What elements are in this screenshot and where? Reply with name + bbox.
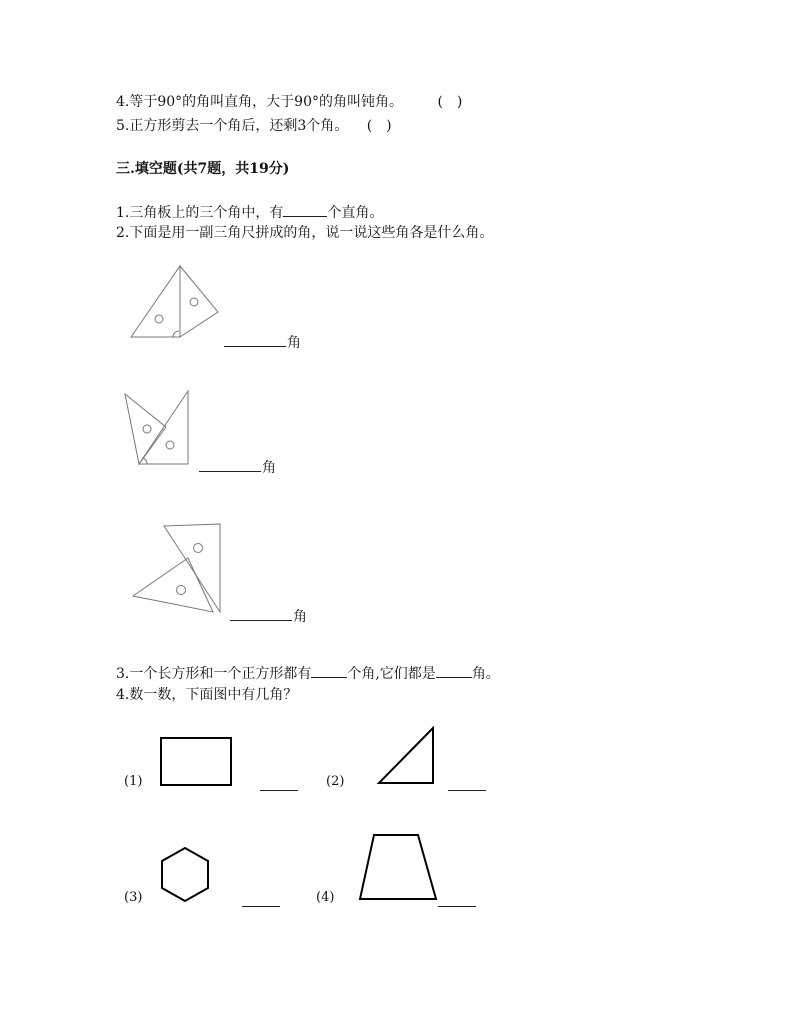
figure-3-blank[interactable] — [230, 607, 292, 621]
judge-item-4 — [116, 93, 462, 111]
question-1 — [116, 203, 383, 222]
question-1-blank[interactable] — [283, 203, 327, 217]
judge-item-4-text: 4.等于90°的角叫直角，大于90°的角叫钝角。 — [116, 94, 403, 110]
triangle-set-figure-2 — [120, 389, 195, 467]
judge-item-5-text: 5.正方形剪去一个角后，还剩3个角。 — [116, 118, 349, 134]
question-3-blank-1[interactable] — [311, 664, 347, 678]
question-4: 4.数一数，下面图中有几角？ — [116, 687, 298, 703]
judge-item-4-paren[interactable]: ( ) — [437, 94, 463, 110]
q4-item-3-label: (3) — [124, 890, 143, 905]
right-triangle-shape — [375, 725, 437, 787]
trapezoid-shape — [356, 831, 440, 903]
question-3 — [116, 664, 500, 683]
figure-2-suffix: 角 — [262, 460, 276, 476]
figure-1-suffix: 角 — [287, 335, 301, 351]
figure-2-blank[interactable] — [199, 458, 261, 472]
question-1-text-before: 1.三角板上的三个角中，有 — [116, 205, 284, 221]
question-3-text-after: 角。 — [471, 666, 500, 682]
q4-item-1-label: (1) — [124, 774, 143, 789]
judge-item-5-paren[interactable]: ( ) — [366, 118, 392, 134]
hexagon-shape — [158, 845, 212, 905]
triangle-set-figure-3 — [128, 518, 228, 618]
section-title: 三.填空题(共7题，共19分) — [116, 161, 290, 177]
q4-item-1-blank[interactable] — [260, 789, 298, 791]
q4-item-2-blank[interactable] — [448, 789, 486, 791]
q4-item-2-label: (2) — [326, 774, 345, 789]
q4-item-4-label: (4) — [316, 890, 335, 905]
question-1-text-after: 个直角。 — [327, 205, 384, 221]
q4-item-4-blank[interactable] — [438, 905, 476, 907]
question-2: 2.下面是用一副三角尺拼成的角，说一说这些角各是什么角。 — [116, 225, 494, 241]
triangle-set-figure-1 — [126, 262, 226, 342]
question-3-text-middle: 个角,它们都是 — [347, 666, 436, 682]
figure-3-answer — [230, 607, 307, 626]
rectangle-shape — [158, 736, 234, 788]
question-3-blank-2[interactable] — [436, 664, 472, 678]
figure-1-answer — [224, 333, 301, 352]
question-3-text-before: 3.一个长方形和一个正方形都有 — [116, 666, 312, 682]
figure-3-suffix: 角 — [293, 609, 307, 625]
figure-1-blank[interactable] — [224, 333, 286, 347]
q4-item-3-blank[interactable] — [242, 905, 280, 907]
judge-item-5 — [116, 117, 392, 135]
figure-2-answer — [199, 458, 276, 477]
